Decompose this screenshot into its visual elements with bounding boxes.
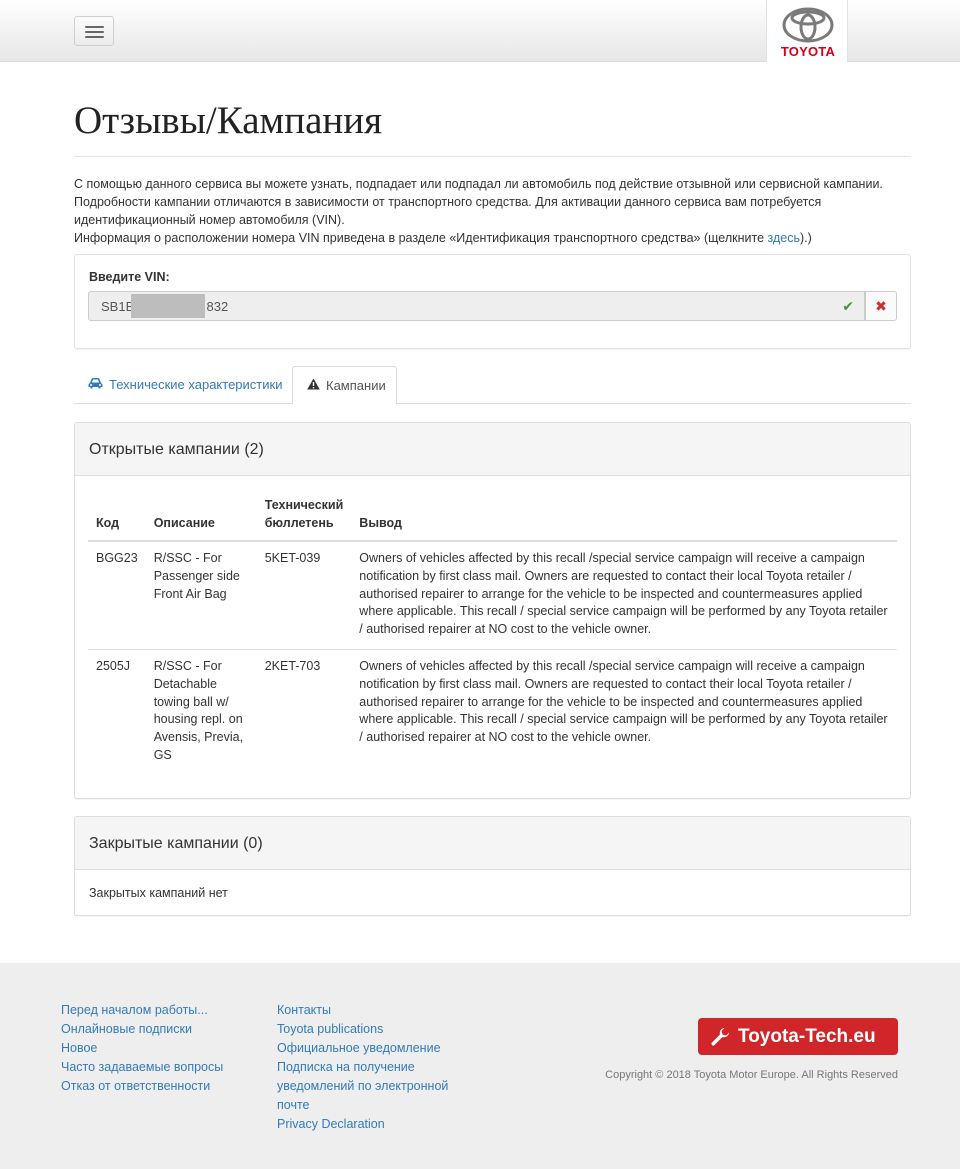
hamburger-icon-line (85, 31, 104, 33)
footer-link-faq[interactable]: Часто задаваемые вопросы (61, 1060, 224, 1074)
menu-toggle-button[interactable] (74, 16, 114, 46)
badge-text: Toyota-Tech.eu (738, 1026, 876, 1047)
table-row (88, 649, 897, 774)
page-title: Отзывы/Кампания (74, 99, 383, 142)
campaign-description: R/SSC - For Detachable towing ball w/ housing repl. on Avensis, Previa, GS (153, 658, 244, 762)
footer (0, 963, 960, 1169)
intro-line-3-before: Информация о расположении номера VIN приведена в разделе «Идентификация транспортного средства» (щелкните (74, 231, 768, 245)
tab-specifications[interactable] (88, 366, 282, 404)
footer-link-toyota-publications[interactable]: Toyota publications (277, 1022, 384, 1036)
footer-link-contacts[interactable]: Контакты (277, 1003, 331, 1017)
table-row (88, 541, 897, 649)
intro-line-3-after: ).) (799, 231, 812, 245)
campaign-code: BGG23 (88, 541, 146, 649)
warning-icon (307, 367, 320, 405)
top-navbar (0, 0, 960, 62)
footer-links-column-2 (277, 1001, 467, 1134)
closed-campaigns-panel (74, 816, 911, 916)
campaign-bulletin: 2KET-703 (264, 658, 321, 673)
campaign-result: Owners of vehicles affected by this recall /special service campaign will receive a campaign notification by first class mail. Owners are requested to contact their local Toyota retailer / authorised repairer to arrange for the vehicle to be inspected and countermeasures applied where applicable. This recall / special service campaign will be performed by any Toyota retailer / authorised repairer at NO cost to the vehicle owner. (359, 658, 888, 745)
intro-text (74, 175, 914, 247)
car-icon (88, 366, 103, 404)
campaign-result: Owners of vehicles affected by this recall /special service campaign will receive a campaign notification by first class mail. Owners are requested to contact their local Toyota retailer / authorised repairer to arrange for the vehicle to be inspected and countermeasures applied where applicable. This recall / special service campaign will be performed by any Toyota retailer / authorised repairer at NO cost to the vehicle owner. (351, 541, 897, 649)
logo-text: TOYOTA (780, 44, 836, 59)
vin-redaction-mask (131, 294, 205, 318)
open-campaigns-table (88, 496, 897, 775)
hamburger-icon-line (85, 36, 104, 38)
table-header-row (88, 496, 897, 541)
open-campaigns-heading: Открытые кампании (2) (75, 423, 910, 476)
toyota-emblem-icon (782, 7, 834, 43)
intro-line-1: С помощью данного сервиса вы можете узнать, подпадает или подпадал ли автомобиль под действие отзывной или сервисной кампании. (74, 177, 883, 191)
open-campaigns-panel (74, 422, 911, 799)
check-icon: ✔ (842, 298, 854, 314)
closed-campaigns-empty-text: Закрытых кампаний нет (89, 886, 228, 900)
column-header-bulletin: Технический бюллетень (257, 496, 352, 541)
closed-campaigns-heading: Закрытые кампании (0) (75, 817, 910, 870)
footer-link-privacy-declaration[interactable]: Privacy Declaration (277, 1117, 385, 1131)
footer-link-legal-notice[interactable]: Официальное уведомление (277, 1041, 441, 1055)
wrench-icon (710, 1027, 730, 1047)
column-header-code: Код (88, 496, 146, 541)
footer-link-email-subscription[interactable]: Подписка на получение уведомлений по электронной почте (277, 1060, 449, 1112)
campaign-bulletin: 5KET-039 (257, 541, 352, 649)
title-divider (74, 156, 911, 157)
footer-link-disclaimer[interactable]: Отказ от ответственности (61, 1079, 211, 1093)
tab-bar (74, 366, 911, 404)
footer-link-news[interactable]: Новое (61, 1041, 98, 1055)
column-header-description: Описание (146, 496, 257, 541)
tab-campaigns[interactable] (292, 366, 397, 405)
toyota-logo[interactable] (766, 0, 848, 62)
footer-links-column-1 (61, 1001, 261, 1096)
campaign-description: R/SSC - For Passenger side Front Air Bag (146, 541, 257, 649)
vin-panel (74, 254, 911, 349)
tab-specifications-label: Технические характеристики (109, 377, 283, 392)
hamburger-icon (85, 26, 104, 28)
column-header-result: Вывод (351, 496, 897, 541)
intro-line-3 (74, 229, 914, 247)
vin-location-link[interactable]: здесь (767, 231, 800, 245)
close-icon: ✖ (875, 298, 887, 314)
intro-line-2: Подробности кампании отличаются в зависимости от транспортного средства. Для активации данного сервиса вам потребуется идентификационный номер автомобиля (VIN). (74, 195, 822, 227)
vin-input-group (88, 291, 865, 321)
toyota-tech-badge[interactable] (698, 1018, 898, 1055)
campaign-code: 2505J (96, 658, 131, 673)
vin-label: Введите VIN: (89, 270, 170, 284)
footer-link-online-subscriptions[interactable]: Онлайновые подписки (61, 1022, 192, 1036)
copyright-text: Copyright © 2018 Toyota Motor Europe. All Rights Reserved (605, 1069, 898, 1081)
clear-vin-button[interactable] (865, 291, 897, 321)
tab-campaigns-label: Кампании (326, 378, 386, 393)
footer-link-getting-started[interactable]: Перед началом работы... (61, 1003, 208, 1017)
